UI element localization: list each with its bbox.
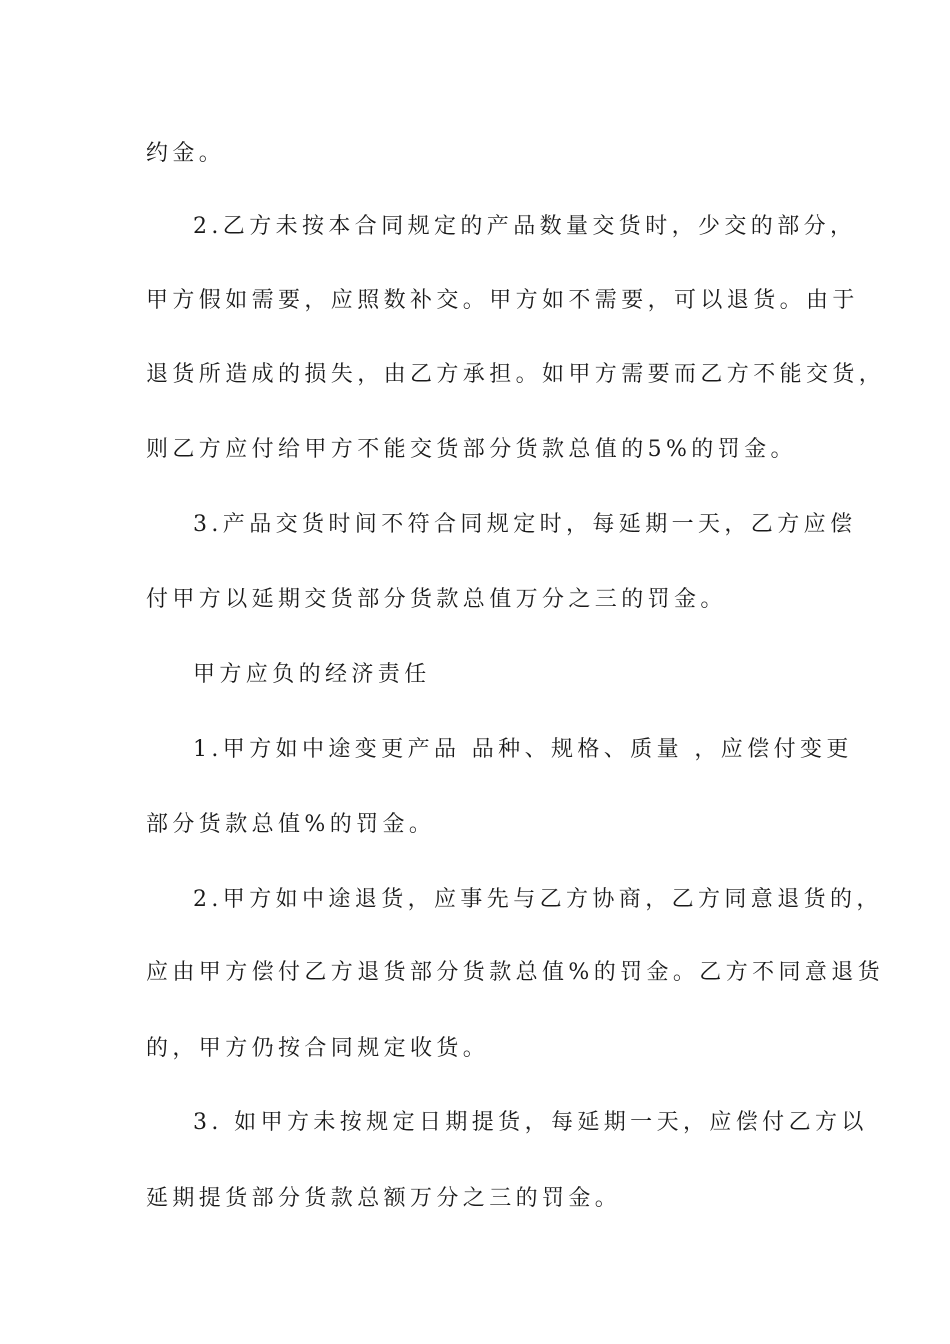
text-line: 应由甲方偿付乙方退货部分货款总值%的罚金。乙方不同意退货 bbox=[146, 960, 885, 985]
text-line: 部分货款总值%的罚金。 bbox=[146, 812, 436, 837]
text-line: 3.产品交货时间不符合同规定时，每延期一天，乙方应偿 bbox=[193, 512, 857, 537]
text-line: 3. 如甲方未按规定日期提货，每延期一天，应偿付乙方以 bbox=[193, 1110, 868, 1135]
text-line: 1.甲方如中途变更产品 品种、规格、质量 ，应偿付变更 bbox=[193, 737, 853, 762]
section-heading: 甲方应负的经济责任 bbox=[193, 662, 431, 687]
text-line: 的，甲方仍按合同规定收货。 bbox=[146, 1036, 490, 1061]
text-line: 2.乙方未按本合同规定的产品数量交货时，少交的部分， bbox=[193, 214, 857, 239]
text-line: 付甲方以延期交货部分货款总值万分之三的罚金。 bbox=[146, 587, 727, 612]
text-line: 则乙方应付给甲方不能交货部分货款总值的5%的罚金。 bbox=[146, 437, 797, 462]
text-line: 退货所造成的损失，由乙方承担。如甲方需要而乙方不能交货， bbox=[146, 362, 886, 387]
text-line: 甲方假如需要，应照数补交。甲方如不需要，可以退货。由于 bbox=[146, 288, 859, 313]
text-line: 延期提货部分货款总额万分之三的罚金。 bbox=[146, 1186, 622, 1211]
text-line: 约金。 bbox=[146, 141, 226, 166]
text-line: 2.甲方如中途退货，应事先与乙方协商，乙方同意退货的， bbox=[193, 887, 883, 912]
